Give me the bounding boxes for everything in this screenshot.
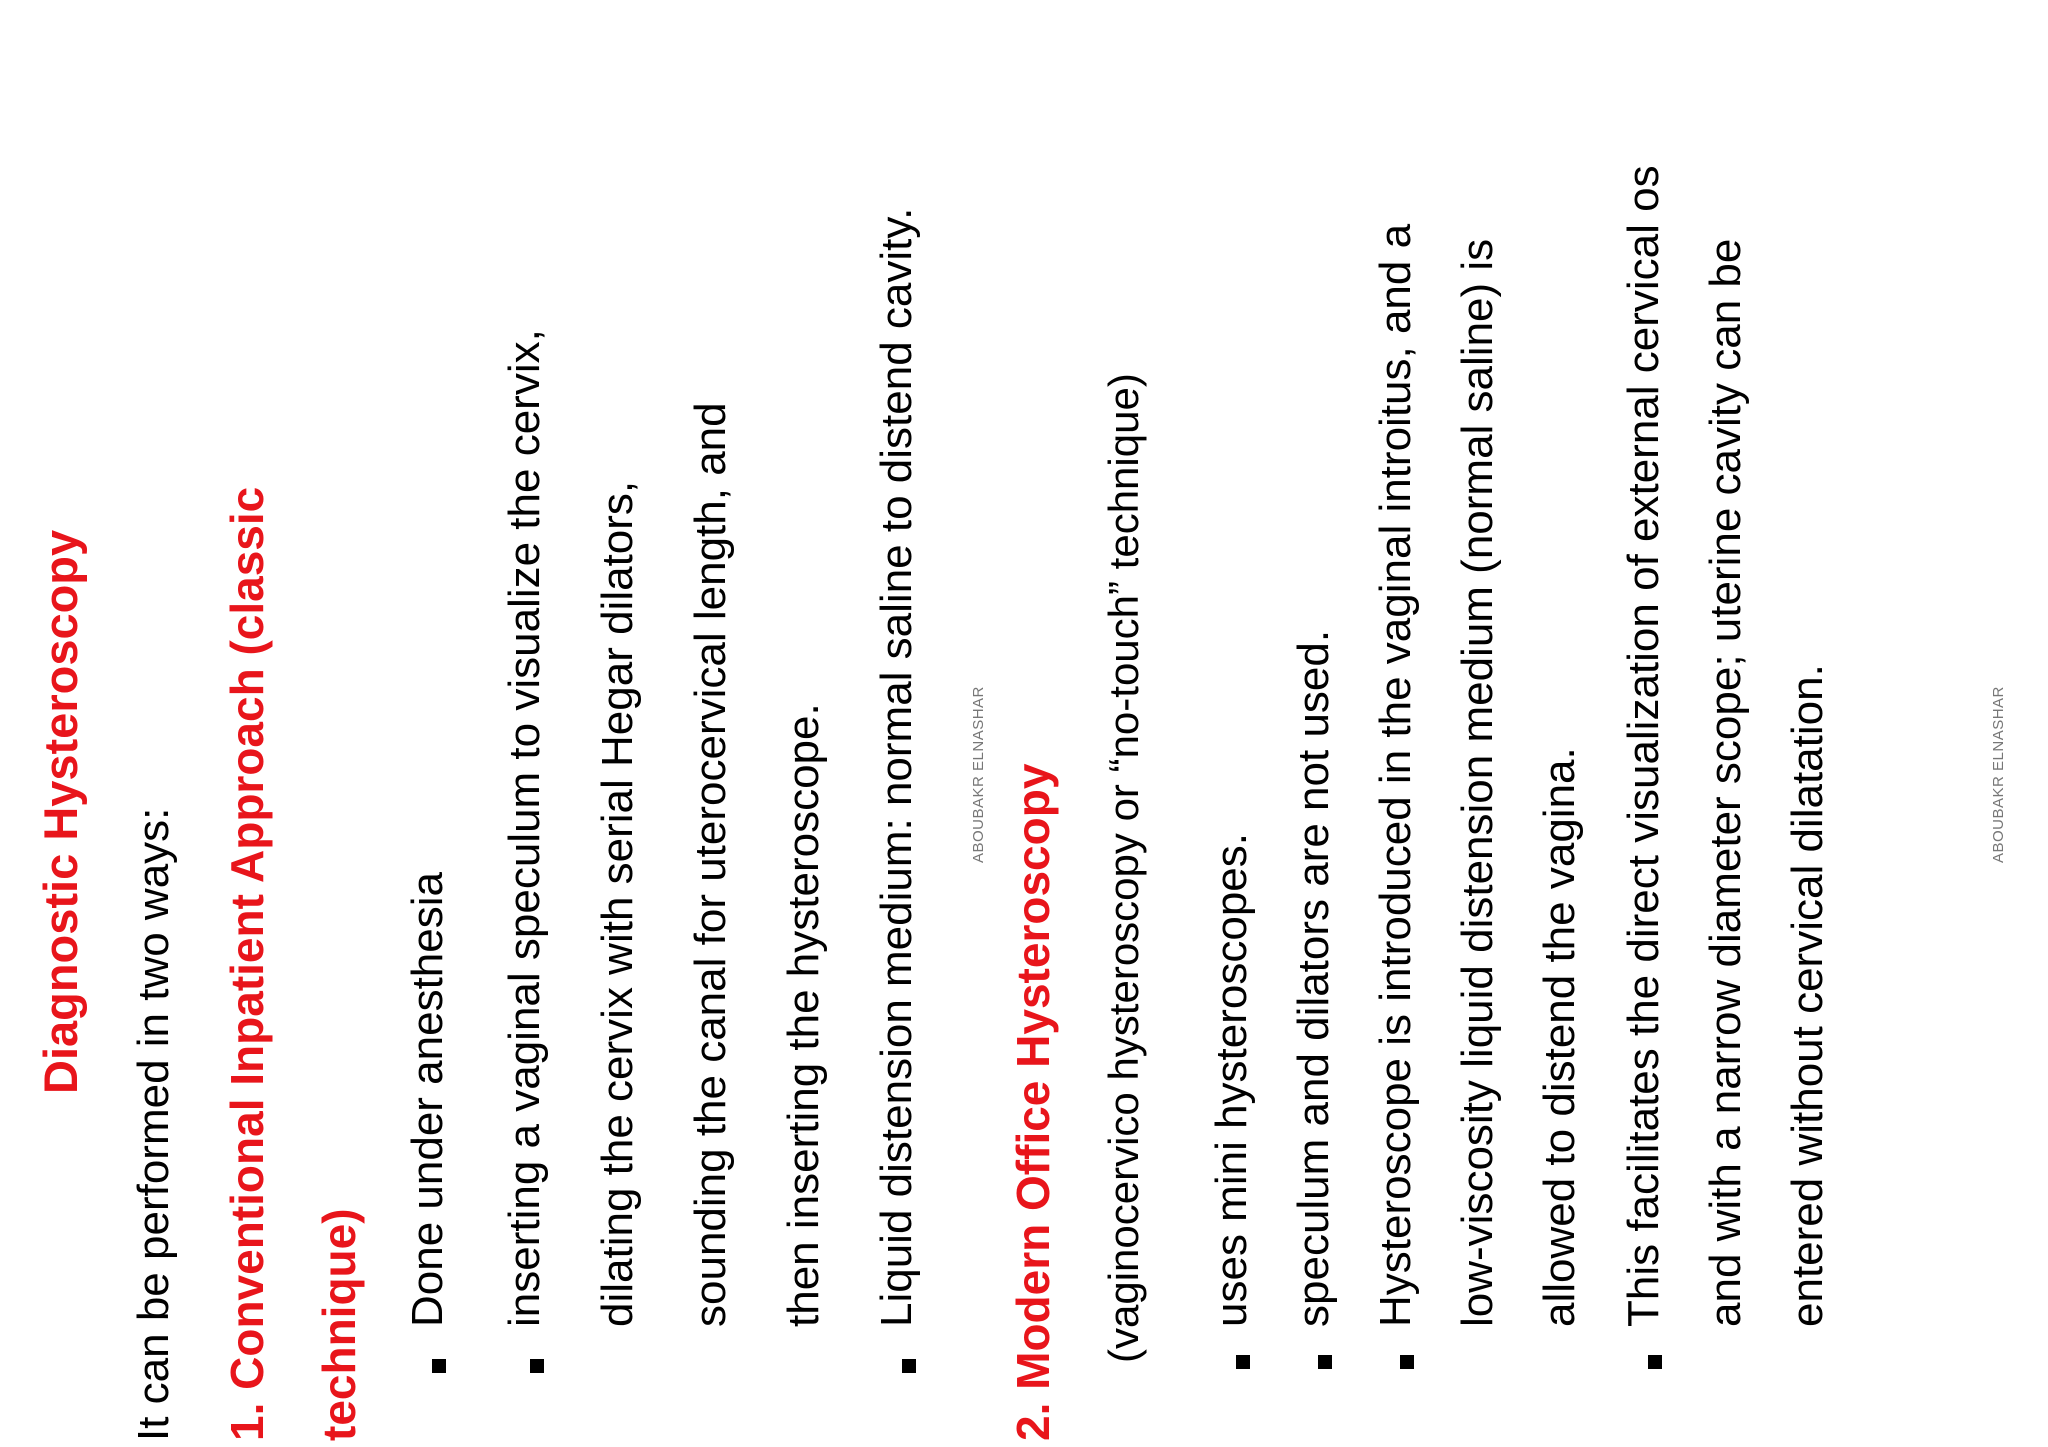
watermark: ABOUBAKR ELNASHAR (1990, 686, 2007, 863)
section1-bullet-2-line-2: dilating the cervix with serial Hegar dilators, (593, 480, 642, 1327)
section2-bullet-3-line-1: Hysteroscope is introduced in the vaginal introitus, and a (1371, 223, 1420, 1327)
section2-subtitle: (vaginocervico hysteroscopy or “no-touch” technique) (1100, 373, 1147, 1363)
section2-bullet-4-line-3: entered without cervical dilatation. (1783, 664, 1832, 1327)
section1-heading: 1. Conventional Inpatient Approach (classic (221, 486, 273, 1441)
intro-text: It can be performed in two ways: (129, 807, 178, 1441)
bullet-marker (432, 1359, 446, 1373)
section2-bullet-2: speculum and dilators are not used. (1289, 629, 1338, 1327)
section2-heading: 2. Modern Office Hysteroscopy (1007, 763, 1059, 1441)
section1-bullet-1: Done under anesthesia (403, 872, 452, 1327)
bullet-marker (1236, 1355, 1250, 1369)
section1-bullet-2-line-1: inserting a vaginal speculum to visualize the cervix, (500, 329, 549, 1327)
section2-bullet-4-line-2: and with a narrow diameter scope; uterine cavity can be (1701, 238, 1750, 1327)
bullet-marker (1648, 1355, 1662, 1369)
section2-bullet-4-line-1: This facilitates the direct visualization of external cervical os (1619, 165, 1668, 1327)
section1-bullet-3: Liquid distension medium: normal saline to distend cavity. (872, 207, 921, 1327)
section1-bullet-2-line-3: sounding the canal for uterocervical length, and (686, 402, 735, 1327)
section1-bullet-2-line-4: then inserting the hysteroscope. (779, 703, 828, 1327)
section2-bullet-3-line-2: low-viscosity liquid distension medium (normal saline) is (1453, 238, 1502, 1327)
bullet-marker (1400, 1355, 1414, 1369)
section1-heading-cont: technique) (313, 1208, 365, 1441)
bullet-marker (1318, 1355, 1332, 1369)
bullet-marker (902, 1359, 916, 1373)
section2-bullet-3-line-3: allowed to distend the vagina. (1535, 747, 1584, 1327)
watermark: ABOUBAKR ELNASHAR (970, 686, 987, 863)
slide-title: Diagnostic Hysteroscopy (34, 529, 87, 1094)
section2-bullet-1: uses mini hysteroscopes. (1207, 833, 1256, 1327)
bullet-marker (530, 1359, 544, 1373)
